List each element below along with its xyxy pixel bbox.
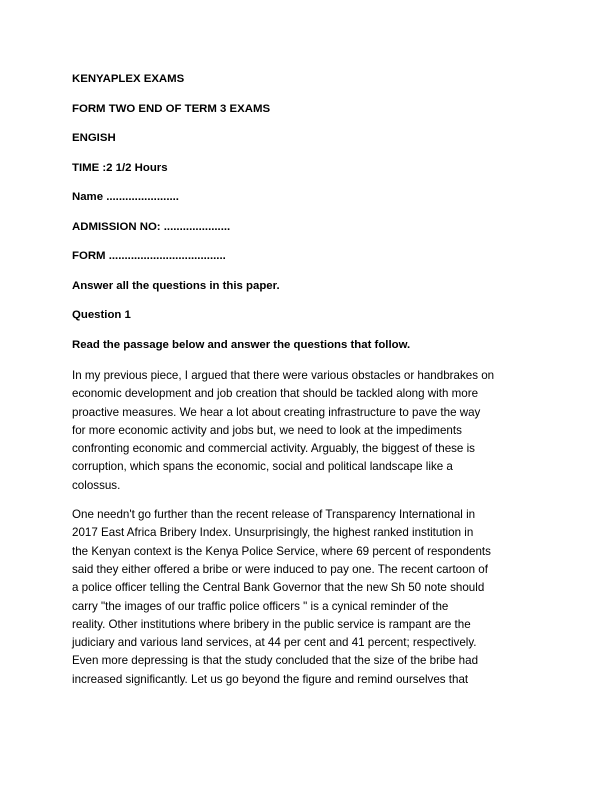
passage-line: carry "the images of our traffic police officers " is a cynical reminder of the	[72, 599, 449, 613]
passage-line: proactive measures. We hear a lot about creating infrastructure to pave the way	[72, 405, 481, 419]
passage-line: economic development and job creation that should be tackled along with more	[72, 387, 479, 401]
passage-line: judiciary and various land services, at 44 per cent and 41 percent; respectively.	[72, 636, 477, 650]
passage-line: for more economic activity and jobs but, we need to look at the impediments	[72, 423, 462, 437]
exam-title: FORM TWO END OF TERM 3 EXAMS	[72, 102, 271, 115]
school-name: KENYAPLEX EXAMS	[72, 73, 185, 85]
passage-line: reality. Other institutions where bribery in the public service is rampant are the	[72, 617, 471, 631]
passage-paragraph-2	[72, 506, 542, 689]
passage-line: confronting economic and commercial activity. Arguably, the biggest of these is	[72, 442, 475, 456]
admission-number-field: ADMISSION NO: .....................	[72, 220, 231, 233]
passage-line: increased significantly. Let us go beyond the figure and remind ourselves that	[72, 672, 469, 686]
student-name-field: Name .......................	[72, 191, 179, 203]
passage-line: corruption, which spans the economic, social and political landscape like a	[72, 460, 453, 474]
time-allowed: TIME :2 1/2 Hours	[72, 161, 168, 174]
subject-name: ENGISH	[72, 132, 116, 144]
passage-line: In my previous piece, I argued that there were various obstacles or handbrakes on	[72, 369, 495, 382]
passage-line: Even more depressing is that the study concluded that the size of the bribe had	[72, 654, 479, 668]
passage-line: colossus.	[72, 478, 121, 492]
page-content	[72, 72, 542, 689]
passage-line: 2017 East Africa Bribery Index. Unsurprisingly, the highest ranked institution in	[72, 526, 474, 540]
general-instructions: Answer all the questions in this paper.	[72, 279, 280, 292]
question-instruction: Read the passage below and answer the questions that follow.	[72, 338, 411, 351]
passage-line: the Kenyan context is the Kenya Police Service, where 69 percent of respondents	[72, 544, 491, 558]
form-field: FORM .....................................	[72, 250, 226, 262]
passage-line: a police officer telling the Central Bank Governor that the new Sh 50 note should	[72, 581, 485, 595]
passage-line: One needn't go further than the recent release of Transparency International in	[72, 508, 476, 522]
question-title: Question 1	[72, 309, 131, 321]
passage-line: said they either offered a bribe or were induced to pay one. The recent cartoon of	[72, 562, 488, 576]
passage-paragraph-1	[72, 367, 542, 495]
